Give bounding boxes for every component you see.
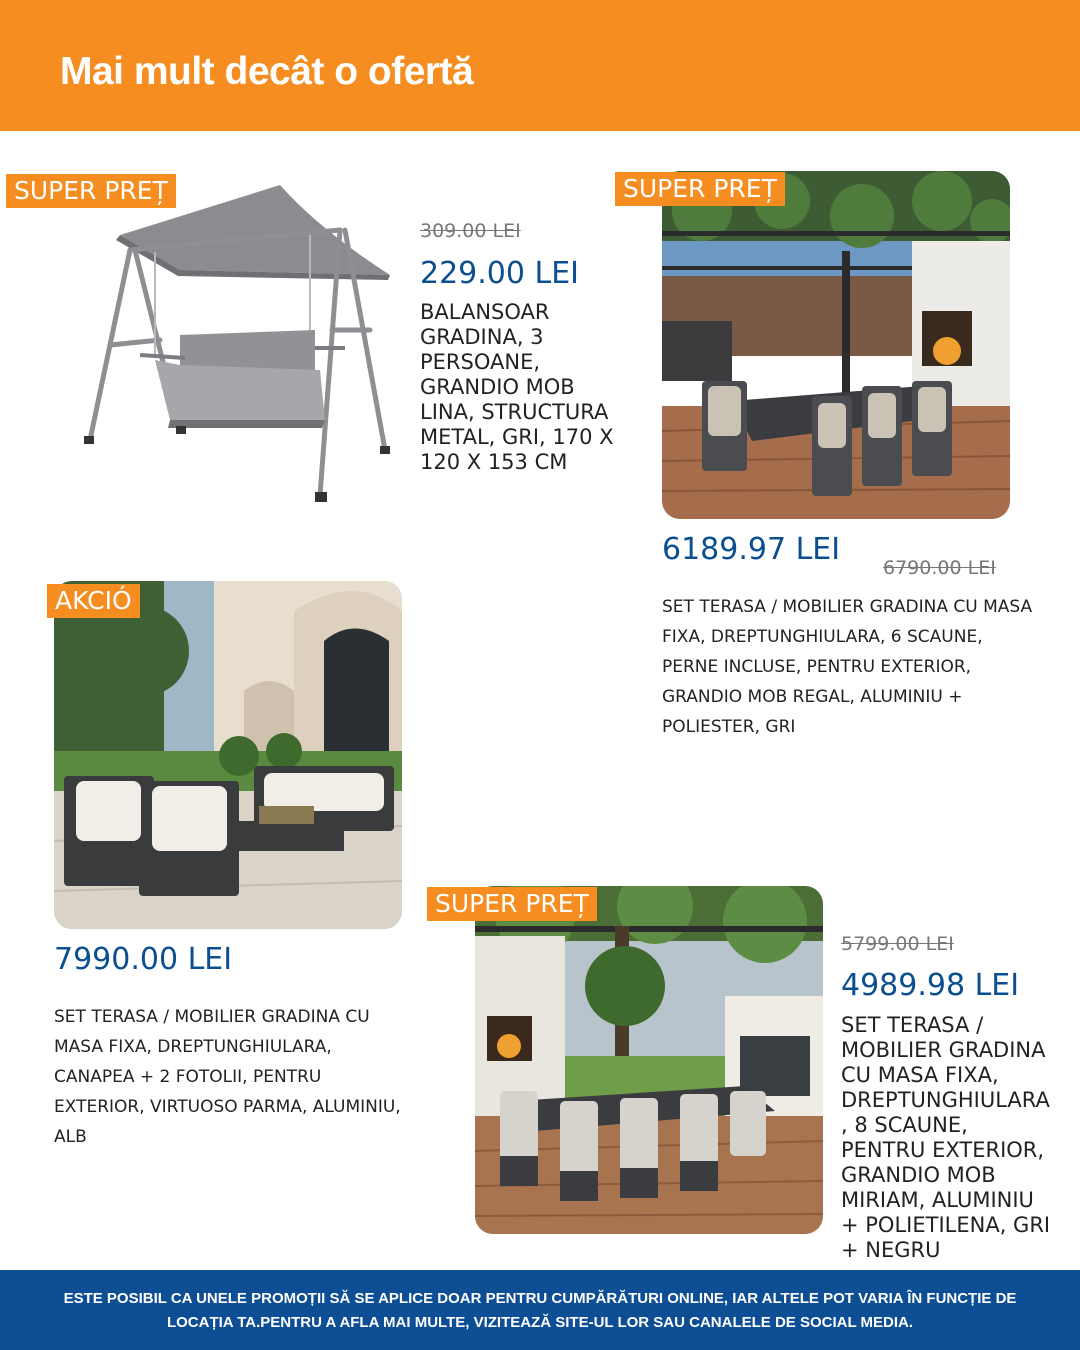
product-title[interactable]: SET TERASA / MOBILIER GRADINA CU MASA FIXA, DREPTUNGHIULARA, CANAPEA + 2 FOTOLII, PENTRU EXTERIOR, VIRTUOSO PARMA, ALUMINIU, ALB <box>54 1007 401 1147</box>
current-price: 7990.00 LEI <box>54 942 233 977</box>
old-price: 309.00 LEI <box>420 220 521 242</box>
page-title: Mai mult decât o ofertă <box>60 50 474 93</box>
disclaimer-footer <box>0 1270 1080 1350</box>
disclaimer-line-2: LOCAȚIA TA.PENTRU A AFLA MAI MULTE, VIZITEAZĂ SITE-UL LOR SAU CANALELE DE SOCIAL MEDIA. <box>166 1314 914 1331</box>
super-pret-badge: SUPER PREȚ <box>427 887 597 921</box>
pergola-dining-set-photo[interactable] <box>662 171 1010 519</box>
old-price: 5799.00 LEI <box>841 933 954 955</box>
lounge-set-photo[interactable] <box>54 581 402 929</box>
header-banner <box>0 0 1080 131</box>
akcio-badge: AKCIÓ <box>47 584 140 618</box>
old-price: 6790.00 LEI <box>883 557 996 579</box>
disclaimer-line-1: ESTE POSIBIL CA UNELE PROMOȚII SĂ SE APLICE DOAR PENTRU CUMPĂRĂTURI ONLINE, IAR ALTELE POT VARIA ÎN FUNCȚIE DE <box>63 1290 1017 1307</box>
current-price: 6189.97 LEI <box>662 532 841 567</box>
product-title[interactable]: SET TERASA / MOBILIER GRADINA CU MASA FIXA, DREPTUNGHIULARA, 6 SCAUNE, PERNE INCLUSE, PENTRU EXTERIOR, GRANDIO MOB REGAL, ALUMINIU + POLIESTER, GRI <box>662 597 1033 737</box>
super-pret-badge: SUPER PREȚ <box>6 174 176 208</box>
product-title[interactable]: SET TERASA / MOBILIER GRADINA CU MASA FIXA, DREPTUNGHIULARA, 8 SCAUNE, PENTRU EXTERIOR, GRANDIO MOB MIRIAM, ALUMINIU + POLIETILENA, GRI + NEGRU <box>841 1013 1051 1262</box>
eight-seat-dining-set-photo[interactable] <box>475 886 823 1234</box>
current-price: 4989.98 LEI <box>841 968 1020 1003</box>
super-pret-badge: SUPER PREȚ <box>615 172 785 206</box>
disclaimer-text <box>40 1287 1040 1335</box>
garden-swing-icon[interactable] <box>70 180 400 510</box>
product-title[interactable]: BALANSOAR GRADINA, 3 PERSOANE, GRANDIO MOB LINA, STRUCTURA METAL, GRI, 170 X 120 X 153 CM <box>420 300 614 474</box>
current-price: 229.00 LEI <box>420 256 580 291</box>
